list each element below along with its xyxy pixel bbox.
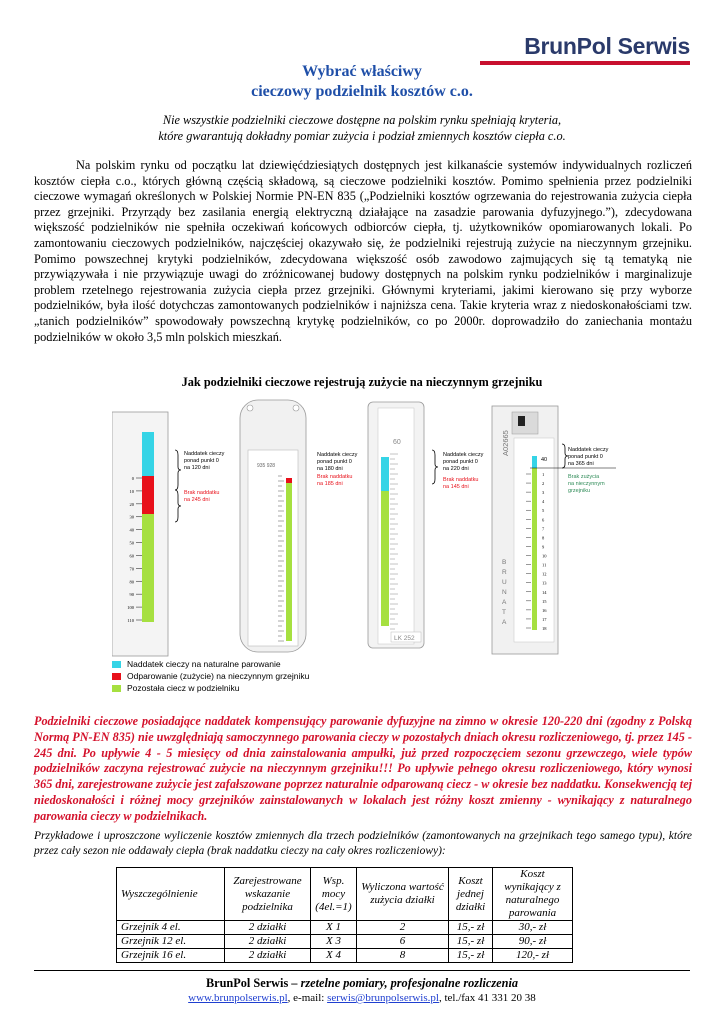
scale1-label: 110 <box>127 618 134 623</box>
device-4-surplus-line-3: na 365 dni <box>568 461 594 467</box>
device-3-remaining-upper <box>381 491 389 555</box>
device-1-surplus-line-2: ponad punkt 0 <box>184 458 219 464</box>
scale1-label: 40 <box>129 527 134 533</box>
device-3-surplus-line-1: Naddatek cieczy <box>443 452 484 458</box>
footer-slogan: – rzetelne pomiary, profesjonalne rozliczenia <box>288 976 519 990</box>
device-4-note-line-2: na nieczynnym <box>568 481 605 487</box>
cell-consumption: 6 <box>357 935 449 949</box>
device-2-surplus-line-3: na 180 dni <box>317 466 343 472</box>
footer-contact <box>0 992 724 1004</box>
brand-letter: R <box>502 569 507 576</box>
cell-item: Grzejnik 12 el. <box>117 935 225 949</box>
warning-paragraph: Podzielniki cieczowe posiadające naddatek kompensujący parowanie dyfuzyjne na zimno w okresie 120-220 dni (zgodny z Polską Normą PN-EN 835) nie uwzględniają samoczynnego parowania cieczy w pozostałych dniach okresu rozliczeniowego, tj. przez 145 - 245 dni. Po upływie 4 - 5 miesięcy od dnia zainstalowania ampułki, już przed rozpoczęciem sezonu grzewczego, wiele typów podzielników zaczyna rejestrować zużycie na nieczynnym grzejniku!!! Po upływie pełnego okresu rozliczeniowego, który wynosi 365 dni, zarejestrowane zużycie jest zafałszowane poprzez naturalnie odparowaną ciecz - w okresie bez naddatku. Konsekwencją tej niedoskonałości i różnej mocy grzejników zainstalowanych w lokalach jest różny koszt zmienny - wynikający z naturalnego parowania cieczy w podzielnikach. <box>34 714 692 823</box>
scale4-label: 8 <box>542 535 545 541</box>
cell-unit-cost: 15,- zł <box>449 935 493 949</box>
scale4-label: 17 <box>542 616 547 622</box>
meter-device-1 <box>112 412 168 656</box>
device-1-labels <box>175 450 225 522</box>
phone-text: , tel./fax 41 331 20 38 <box>438 992 536 1004</box>
meters-figure <box>112 394 624 658</box>
legend-label-remaining: Pozostała ciecz w podzielniku <box>127 683 240 693</box>
website-link[interactable]: www.brunpolserwis.pl <box>188 992 288 1004</box>
device-1-shortage-line-2: na 245 dni <box>184 497 210 503</box>
device-3-surplus-line-2: ponad punkt 0 <box>443 459 478 465</box>
header-consumption: Wyliczona wartość zużycia działki <box>357 868 449 921</box>
scale1-label: 60 <box>129 553 134 559</box>
device-3-surplus-line-3: na 220 dni <box>443 466 469 472</box>
footer-brand: BrunPol Serwis <box>205 976 289 990</box>
scale4-label: 18 <box>542 626 547 631</box>
device-1-surplus <box>142 432 154 476</box>
legend-swatch-evaporation <box>112 673 121 680</box>
header-unit-cost: Koszt jednej działki <box>449 868 493 921</box>
company-logo <box>480 33 690 65</box>
device-2-shortage-line-1: Brak naddatku <box>317 474 353 480</box>
device-1-remaining <box>142 514 154 622</box>
device-2-surplus-line-1: Naddatek cieczy <box>317 452 358 458</box>
header-power-factor: Wsp. mocy (4el.=1) <box>311 868 357 921</box>
cell-power-factor: X 1 <box>311 921 357 935</box>
scale4-label: 13 <box>542 580 547 586</box>
device-4-surplus <box>532 456 537 468</box>
scale4-label: 4 <box>542 499 545 505</box>
brand-letter: B <box>502 559 507 566</box>
device-4-surplus-line-2: ponad punkt 0 <box>568 454 603 460</box>
cell-consumption: 8 <box>357 949 449 963</box>
scale4-label: 14 <box>542 589 547 595</box>
cell-consumption: 2 <box>357 921 449 935</box>
scale4-label: 3 <box>542 490 545 496</box>
subtitle <box>60 113 664 144</box>
scale4-label: 10 <box>542 553 547 559</box>
meter-device-3 <box>368 402 424 648</box>
scale4-label: 16 <box>542 607 547 613</box>
cell-reading: 2 działki <box>225 921 311 935</box>
scale4-label: 12 <box>542 571 547 577</box>
scale1-label: 0 <box>131 476 134 481</box>
scale1-label: 50 <box>129 540 134 546</box>
figure-title: Jak podzielniki cieczowe rejestrują zużycie na nieczynnym grzejniku <box>181 375 543 389</box>
device-3-top-mark: 60 <box>393 439 401 446</box>
device-2-screw-right <box>293 405 299 411</box>
device-4-serial: A02665 <box>501 430 510 456</box>
cell-power-factor: X 3 <box>311 935 357 949</box>
device-4-cap-slot <box>518 416 525 426</box>
scale4-label: 5 <box>542 508 545 514</box>
meter-device-4 <box>492 406 558 654</box>
device-4-note-line-1: Brak zużycia <box>568 474 600 480</box>
scale4-label: 1 <box>542 472 545 477</box>
device-4-remaining <box>532 468 537 630</box>
device-1-body <box>112 412 168 656</box>
device-2-shortage-line-2: na 185 dni <box>317 481 343 487</box>
table-row <box>117 949 573 963</box>
scale4-label: 9 <box>542 544 545 550</box>
email-label: , e-mail: <box>287 992 328 1004</box>
brand-letter: A <box>502 599 507 606</box>
legend-label-evaporation: Odparowanie (zużycie) na nieczynnym grzejniku <box>127 671 310 681</box>
device-4-surplus-line-1: Naddatek cieczy <box>568 447 609 453</box>
table-row <box>117 921 573 935</box>
device-2-screw-left <box>247 405 253 411</box>
footer-tagline <box>0 976 724 991</box>
device-3-surplus <box>381 457 389 491</box>
device-3-shortage-line-2: na 145 dni <box>443 484 469 490</box>
footer-divider <box>34 970 690 971</box>
cell-item: Grzejnik 4 el. <box>117 921 225 935</box>
cell-power-factor: X 4 <box>311 949 357 963</box>
email-link[interactable]: serwis@brunpolserwis.pl <box>327 992 439 1004</box>
subtitle-line-2: które gwarantują dokładny pomiar zużycia i podział zmiennych kosztów ciepła c.o. <box>158 128 566 143</box>
header-reading: Zarejestrowane wskazanie podzielnika <box>225 868 311 921</box>
header-evaporation-cost: Koszt wynikający z naturalnego parowania <box>493 868 573 921</box>
device-4-top-number: 40 <box>541 457 548 463</box>
scale1-label: 30 <box>129 514 134 520</box>
device-1-surplus-brace <box>175 450 181 490</box>
subtitle-line-1: Nie wszystkie podzielniki cieczowe dostępne na polskim rynku spełniają kryteria, <box>162 113 562 127</box>
legend-swatch-surplus <box>112 661 121 668</box>
device-2-top-mark: 935 928 <box>257 463 276 469</box>
brand-letter: A <box>502 619 507 626</box>
brand-letter: U <box>502 579 507 586</box>
legend-item-surplus <box>112 658 309 670</box>
scale1-label: 70 <box>129 566 134 572</box>
device-2-remaining <box>286 483 292 641</box>
brand-letter: N <box>502 589 507 596</box>
device-3-shortage-line-1: Brak naddatku <box>443 477 479 483</box>
scale4-label: 2 <box>542 481 545 487</box>
cell-unit-cost: 15,- zł <box>449 921 493 935</box>
legend-label-surplus: Naddatek cieczy na naturalne parowanie <box>127 659 281 669</box>
scale4-label: 6 <box>542 517 545 523</box>
device-1-shortage-brace <box>175 490 181 522</box>
table-row <box>117 935 573 949</box>
header-item: Wyszczególnienie <box>117 868 225 921</box>
body-paragraph: Na polskim rynku od początku lat dziewięćdziesiątych dostępnych jest kilkanaście systemów indywidualnych rozliczeń kosztów ciepła c.o., których główną częścią składową, są cieczowe podzielniki kosztów. Pomimo spełnienia przez podzielniki cieczowe wymagań określonych w Polskiej Normie PN-EN 835 („Podzielniki kosztów ogrzewania do rejestrowania zużycia ciepła przez grzejniki. Przyrządy bez zasilania energią elektryczną działające na zasadzie parowania dyfuzyjnego.”), zdecydowana większość podzielników nie spełniła oczekiwań końcowych odbiorców ciepła, tj. użytkowników opomiarowanych lokali. Po zamontowaniu cieczowych podzielników, najczęściej okazywało się, że podzielniki rejestrują zużycie na nieczynnym grzejniku. Pomimo powszechnej krytyki podzielników, zdecydowana większość osób zawodowo zajmujących się tą tematyką nie przywiązywała i nie przywiązuje uwagi do zróżnicowanej budowy dostępnych na polskim rynku podzielników i marginalizuje problem rzetelnego rejestrowania zużycia ciepła przez grzejniki. Głównymi kryteriami, jakimi kierowano się przy wyborze podzielników, była ilość dotychczas zamontowanych podzielników i najniższa cena. Takie kryteria wraz z niedoskonałościami tzw. „tanich podzielników” spowodowały powszechną krytykę podzielników, co po 2000r. doprowadziło do zaniechania montażu podzielników w około 3,5 mln polskich mieszkań. <box>34 158 692 344</box>
device-3-model-mark: LK 252 <box>394 635 415 642</box>
title-line-2: cieczowy podzielnik kosztów c.o. <box>251 83 473 100</box>
device-1-surplus-line-1: Naddatek cieczy <box>184 451 225 457</box>
meter-device-2 <box>240 400 306 652</box>
brand-letter: T <box>502 609 506 616</box>
device-2-shortage <box>286 478 292 483</box>
device-1-surplus-line-3: na 120 dni <box>184 465 210 471</box>
cell-evaporation-cost: 90,- zł <box>493 935 573 949</box>
device-1-shortage-line-1: Brak naddatku <box>184 490 220 496</box>
device-4-note-line-3: grzejniku <box>568 488 591 494</box>
legend-item-evaporation <box>112 670 309 682</box>
device-2-labels <box>317 452 358 487</box>
table-header-row <box>117 868 573 921</box>
device-2-surplus-line-2: ponad punkt 0 <box>317 459 352 465</box>
device-3-brace <box>432 450 438 484</box>
cost-table <box>116 867 573 963</box>
device-1-shortage <box>142 476 154 514</box>
scale1-label: 80 <box>129 579 134 585</box>
cell-unit-cost: 15,- zł <box>449 949 493 963</box>
scale1-label: 90 <box>129 592 134 598</box>
device-3-labels <box>432 450 484 490</box>
document-title <box>0 62 724 102</box>
device-3-remaining-lower <box>381 555 389 626</box>
legend-swatch-remaining <box>112 685 121 692</box>
figure-legend <box>112 658 309 694</box>
cell-evaporation-cost: 120,- zł <box>493 949 573 963</box>
legend-item-remaining <box>112 682 309 694</box>
cell-reading: 2 działki <box>225 935 311 949</box>
logo-text: BrunPol Serwis <box>524 33 690 59</box>
cell-item: Grzejnik 16 el. <box>117 949 225 963</box>
cell-evaporation-cost: 30,- zł <box>493 921 573 935</box>
scale4-label: 7 <box>542 526 545 532</box>
scale4-label: 15 <box>542 598 547 604</box>
scale1-label: 20 <box>129 501 134 507</box>
scale4-label: 11 <box>542 562 547 568</box>
example-paragraph: Przykładowe i uproszczone wyliczenie kosztów zmiennych dla trzech podzielników (zamontowanych na grzejnikach tego samego typu), które przez cały sezon nie oddawały ciepła (brak naddatku cieczy na cały okres rozliczeniowy): <box>34 830 692 857</box>
title-line-1: Wybrać właściwy <box>302 63 422 80</box>
scale1-label: 100 <box>127 605 134 611</box>
scale1-label: 10 <box>129 488 134 494</box>
cell-reading: 2 działki <box>225 949 311 963</box>
